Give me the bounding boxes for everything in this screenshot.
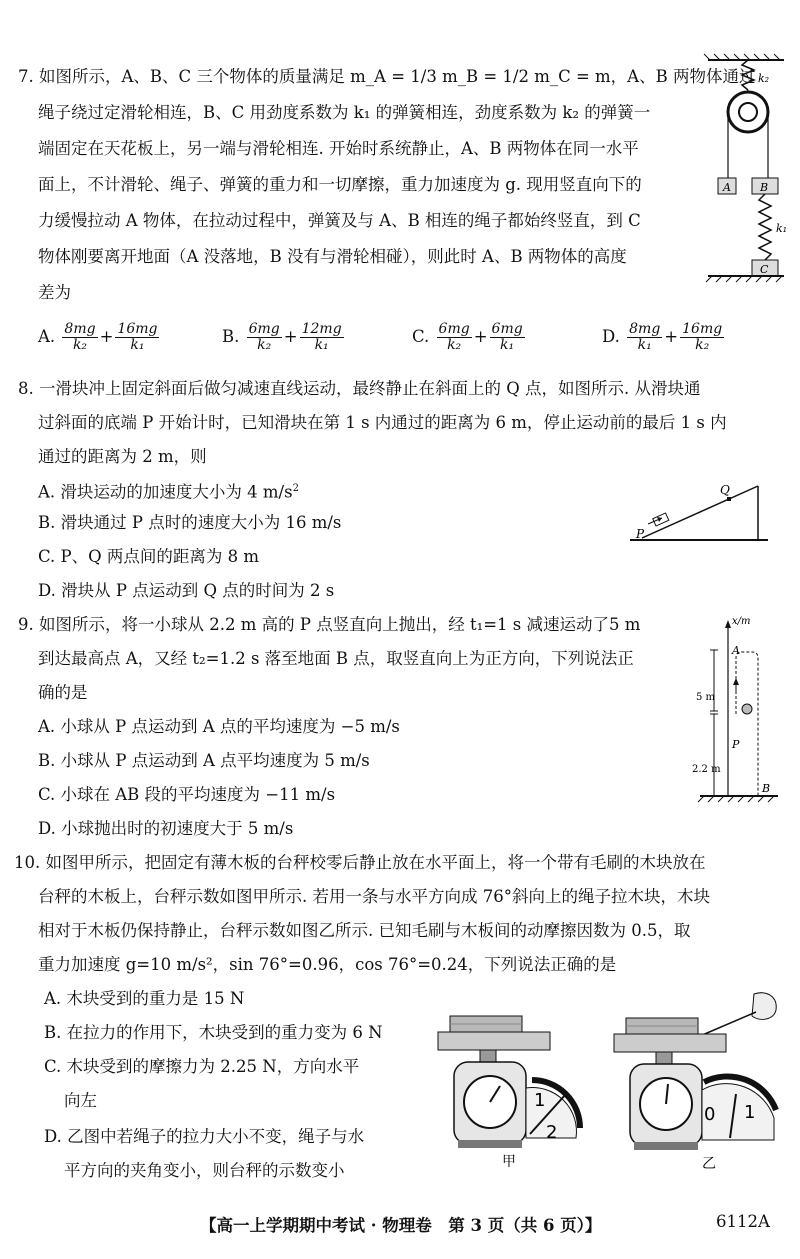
q10-option-d: D. 乙图中若绳子的拉力大小不变，绳子与水 xyxy=(44,1127,365,1146)
q8-line-3: 通过的距离为 2 m，则 xyxy=(38,447,207,466)
q9-label-p: P xyxy=(732,738,740,751)
q10-option-a: A. 木块受到的重力是 15 N xyxy=(44,989,245,1008)
q9-axis-label: x/m xyxy=(732,616,751,627)
q9-label-a: A xyxy=(732,644,740,657)
q7-line-7: 差为 xyxy=(38,283,71,302)
q10-option-b: B. 在拉力的作用下，木块受到的重力变为 6 N xyxy=(44,1023,383,1042)
q9-option-b: B. 小球从 P 点运动到 A 点平均速度为 5 m/s xyxy=(38,751,370,770)
q10-jia-dial-2: 2 xyxy=(546,1122,558,1143)
q8-label-p: P xyxy=(636,527,645,541)
q8-incline-figure xyxy=(626,478,772,546)
q7-option-b: B. $\frac{6mg}{\text{k₂}}$ + $\frac{12mg}{\text{k₁}}$ xyxy=(222,321,342,353)
q10-line-3: 相对于木板仍保持静止，台秤示数如图乙所示. 已知毛刷与木板间的动摩擦因数为 0.5，取 xyxy=(38,921,691,940)
page-footer xyxy=(0,1212,800,1236)
q10-line-2: 台秤的木板上，台秤示数如图甲所示. 若用一条与水平方向成 76°斜向上的绳子拉木块，木块 xyxy=(38,887,710,906)
q10-scale-figure-yi xyxy=(604,990,784,1170)
q10-caption-jia: 甲 xyxy=(502,1154,516,1170)
q9-line-1: 9. 如图所示，将一小球从 2.2 m 高的 P 点竖直向上抛出，经 t₁=1 s 减速运动了5 m xyxy=(18,615,641,634)
q8-option-b: B. 滑块通过 P 点时的速度大小为 16 m/s xyxy=(38,513,342,532)
q7-label-k2: k₂ xyxy=(758,72,770,85)
q7-label-b: B xyxy=(760,181,769,194)
footer-exam-title: 【高一上学期期中考试 · 物理卷 第 3 页（共 6 页）】 xyxy=(200,1216,602,1235)
q10-yi-dial-0: 0 xyxy=(704,1104,716,1125)
q7-line-4: 面上，不计滑轮、绳子、弹簧的重力和一切摩擦，重力加速度为 g. 现用竖直向下的 xyxy=(38,175,642,194)
q8-line-1: 8. 一滑块冲上固定斜面后做匀减速直线运动，最终静止在斜面上的 Q 点，如图所示. 从滑块通 xyxy=(18,379,701,398)
q10-caption-yi: 乙 xyxy=(702,1156,716,1170)
q9-line-2: 到达最高点 A，又经 t₂=1.2 s 落至地面 B 点，取竖直向上为正方向，下列说法正 xyxy=(38,649,634,668)
q9-label-b: B xyxy=(762,782,771,795)
q7-label-a: A xyxy=(723,181,731,194)
q7-option-d: D. $\frac{8mg}{\text{k₁}}$ + $\frac{16mg}{\text{k₂}}$ xyxy=(602,321,723,353)
q10-scale-figure-jia xyxy=(426,1010,596,1170)
q10-jia-dial-1: 1 xyxy=(534,1090,546,1111)
q7-line-2: 绳子绕过定滑轮相连，B、C 用劲度系数为 k₁ 的弹簧相连，劲度系数为 k₂ 的弹簧一 xyxy=(38,103,651,122)
q10-line-1: 10. 如图甲所示，把固定有薄木板的台秤校零后静止放在水平面上，将一个带有毛刷的木块放在 xyxy=(14,853,706,872)
q9-height-2-2m: 2.2 m xyxy=(692,764,721,775)
q7-option-a: A. $\frac{8mg}{\text{k₂}}$ + $\frac{16mg}{\text{k₁}}$ xyxy=(38,321,158,353)
q8-option-a: A. 滑块运动的加速度大小为 4 $m/s^2$ xyxy=(38,482,299,502)
q7-line-1: 7. 如图所示，A、B、C 三个物体的质量满足 m_A = 1/3 m_B = 1/2 m_C = m，A、B 两物体通过 xyxy=(18,67,756,86)
q7-line-6: 物体刚要离开地面（A 没落地，B 没有与滑轮相碰），则此时 A、B 两物体的高度 xyxy=(38,247,627,266)
q7-line-5: 力缓慢拉动 A 物体，在拉动过程中，弹簧及与 A、B 相连的绳子都始终竖直，到 C xyxy=(38,211,641,230)
q9-vertical-throw-figure xyxy=(692,614,782,804)
q9-option-d: D. 小球抛出时的初速度大于 5 m/s xyxy=(38,819,294,838)
q10-option-c: C. 木块受到的摩擦力为 2.25 N，方向水平 xyxy=(44,1057,360,1076)
q7-option-c: C. $\frac{6mg}{\text{k₂}}$ + $\frac{6mg}{\text{k₁}}$ xyxy=(412,321,523,353)
q9-height-5m: 5 m xyxy=(696,692,716,703)
q9-option-c: C. 小球在 AB 段的平均速度为 −11 m/s xyxy=(38,785,336,804)
q9-line-3: 确的是 xyxy=(38,683,88,702)
q10-line-4: 重力加速度 g=10 m/s²，sin 76°=0.96，cos 76°=0.24，下列说法正确的是 xyxy=(38,955,617,974)
q7-label-k1: k₁ xyxy=(776,222,788,235)
q9-option-a: A. 小球从 P 点运动到 A 点的平均速度为 −5 m/s xyxy=(38,717,400,736)
q10-yi-dial-1: 1 xyxy=(744,1102,756,1123)
q8-line-2: 过斜面的底端 P 开始计时，已知滑块在第 1 s 内通过的距离为 6 m，停止运动前的最后 1 s 内 xyxy=(38,413,727,432)
q10-option-d-cont: 平方向的夹角变小，则台秤的示数变小 xyxy=(64,1161,345,1180)
q8-label-q: Q xyxy=(720,483,730,497)
q8-option-d: D. 滑块从 P 点运动到 Q 点的时间为 2 s xyxy=(38,581,335,600)
q7-line-3: 端固定在天花板上，另一端与滑轮相连. 开始时系统静止，A、B 两物体在同一水平 xyxy=(38,139,639,158)
q10-option-c-cont: 向左 xyxy=(64,1091,97,1110)
q7-pulley-spring-figure xyxy=(700,52,792,292)
q7-label-c: C xyxy=(760,263,769,276)
q8-option-c: C. P、Q 两点间的距离为 8 m xyxy=(38,547,260,566)
footer-code: 6112A xyxy=(716,1212,770,1231)
